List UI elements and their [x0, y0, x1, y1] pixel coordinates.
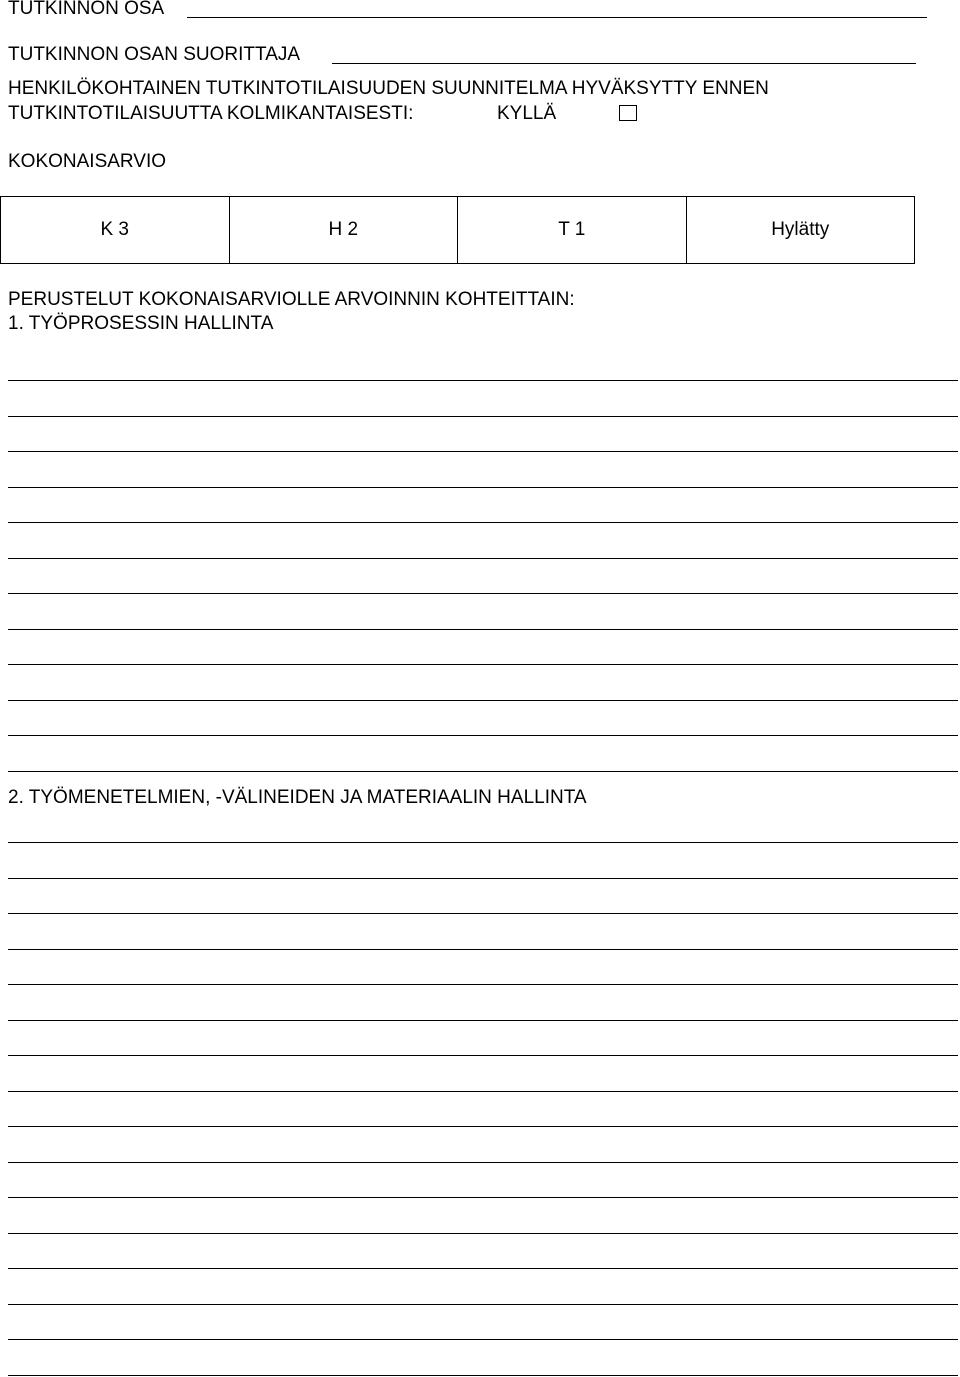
section1-line[interactable] [8, 380, 958, 381]
section1-line[interactable] [8, 700, 958, 701]
section1-line[interactable] [8, 416, 958, 417]
section2-line[interactable] [8, 1162, 958, 1163]
exam-part-field[interactable] [187, 17, 927, 18]
section2-line[interactable] [8, 1268, 958, 1269]
section2-line[interactable] [8, 1020, 958, 1021]
section1-line[interactable] [8, 629, 958, 630]
plan-text-line1: HENKILÖKOHTAINEN TUTKINTOTILAISUUDEN SUUNNITELMA HYVÄKSYTTY ENNEN [8, 78, 769, 99]
section2-line[interactable] [8, 913, 958, 914]
grade-k3[interactable]: K 3 [1, 197, 230, 264]
performer-field[interactable] [332, 63, 916, 64]
section2-line[interactable] [8, 1126, 958, 1127]
section2-line[interactable] [8, 1091, 958, 1092]
section1-title: 1. TYÖPROSESSIN HALLINTA [8, 313, 274, 334]
section2-line[interactable] [8, 1339, 958, 1340]
performer-label: TUTKINNON OSAN SUORITTAJA [8, 44, 301, 65]
section1-line[interactable] [8, 487, 958, 488]
section2-line[interactable] [8, 1197, 958, 1198]
section1-line[interactable] [8, 558, 958, 559]
section2-line[interactable] [8, 949, 958, 950]
justification-title: PERUSTELUT KOKONAISARVIOLLE ARVOINNIN KOHTEITTAIN: [8, 289, 575, 310]
section1-line[interactable] [8, 771, 958, 772]
section1-line[interactable] [8, 451, 958, 452]
plan-yes-checkbox[interactable] [619, 105, 637, 121]
section2-line[interactable] [8, 984, 958, 985]
section1-line[interactable] [8, 735, 958, 736]
section2-line[interactable] [8, 1233, 958, 1234]
exam-part-label: TUTKINNON OSA [8, 0, 165, 19]
overall-label: KOKONAISARVIO [8, 151, 167, 172]
plan-text-line2: TUTKINTOTILAISUUTTA KOLMIKANTAISESTI: [8, 103, 414, 124]
plan-yes-label: KYLLÄ [497, 103, 557, 124]
section2-line[interactable] [8, 1055, 958, 1056]
section2-title: 2. TYÖMENETELMIEN, -VÄLINEIDEN JA MATERIAALIN HALLINTA [8, 787, 587, 808]
section1-line[interactable] [8, 593, 958, 594]
section1-line[interactable] [8, 522, 958, 523]
section2-line[interactable] [8, 1304, 958, 1305]
grade-table [0, 196, 915, 264]
section1-line[interactable] [8, 664, 958, 665]
grade-h2[interactable]: H 2 [229, 197, 458, 264]
grade-hylatty[interactable]: Hylätty [686, 197, 915, 264]
grade-t1[interactable]: T 1 [458, 197, 687, 264]
section2-line[interactable] [8, 842, 958, 843]
section2-line[interactable] [8, 878, 958, 879]
section2-line[interactable] [8, 1375, 958, 1376]
